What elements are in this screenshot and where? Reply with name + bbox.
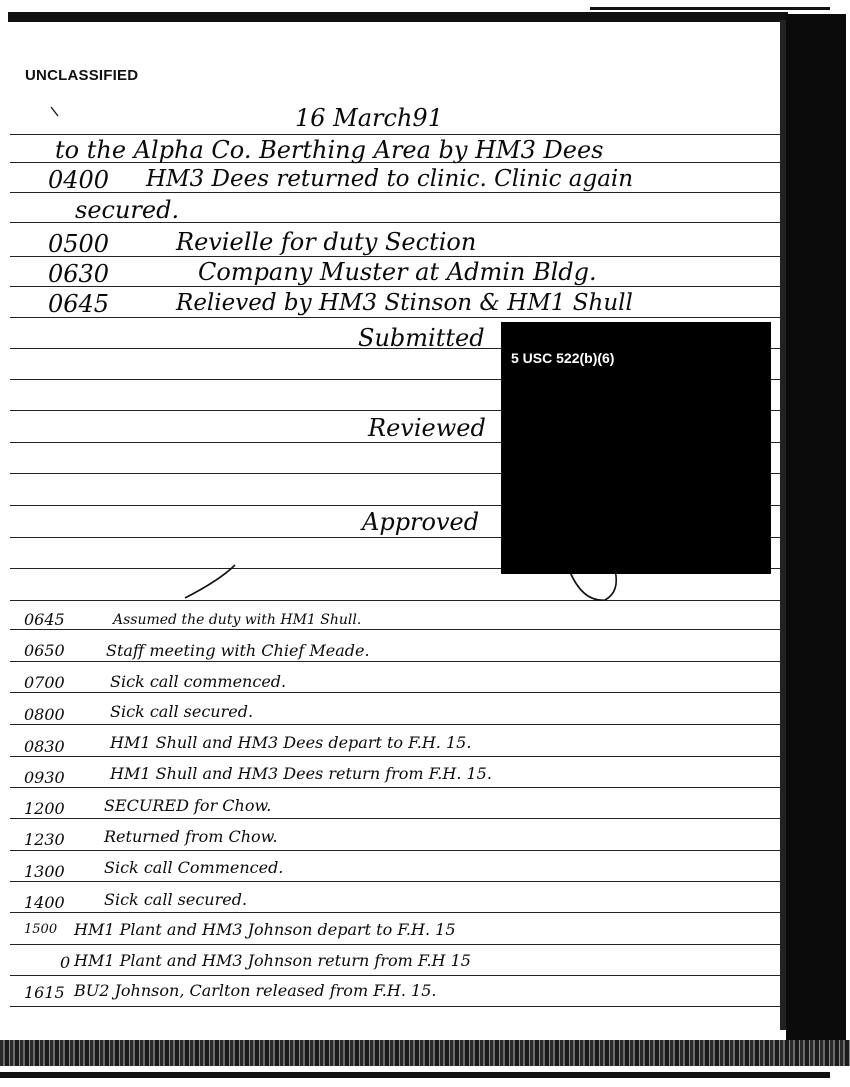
ruled-line <box>10 944 785 945</box>
log-line-time: 0500 <box>48 230 110 258</box>
entry-text: HM1 Plant and HM3 Johnson depart to F.H. 15 <box>74 920 456 939</box>
ruled-line <box>10 912 785 913</box>
ruled-line <box>10 756 785 757</box>
pen-stroke-mark <box>180 560 240 605</box>
entry-time: 0650 <box>24 641 65 660</box>
pen-stroke-mark <box>48 104 62 122</box>
entry-text: SECURED for Chow. <box>104 796 272 815</box>
entry-text: HM1 Shull and HM3 Dees return from F.H. 15. <box>110 764 492 783</box>
entry-time: 1230 <box>24 830 65 849</box>
entry-time: 1500 <box>24 922 58 937</box>
scan-artifact-right-edge <box>786 14 846 1049</box>
log-line-time: 0400 <box>48 166 110 194</box>
ruled-line <box>10 975 785 976</box>
log-line-text: Relieved by HM3 Stinson & HM1 Shull <box>176 290 633 316</box>
ruled-line <box>10 661 785 662</box>
ruled-line <box>10 600 785 601</box>
log-line-text: Company Muster at Admin Bldg. <box>198 258 597 286</box>
redaction-label: 5 USC 522(b)(6) <box>511 350 615 366</box>
log-line-text: HM3 Dees returned to clinic. Clinic again <box>146 166 634 192</box>
reviewed-label: Reviewed <box>368 414 486 442</box>
ruled-line <box>10 192 785 193</box>
entry-time: 1400 <box>24 893 65 912</box>
log-date: 16 March91 <box>295 104 443 132</box>
ruled-line <box>10 881 785 882</box>
scan-artifact-top-thin <box>590 7 830 10</box>
scan-artifact-bottom-line <box>0 1072 830 1078</box>
ruled-line <box>10 256 785 257</box>
redaction-block <box>501 322 771 574</box>
entry-time: 0700 <box>24 673 65 692</box>
ruled-line <box>10 134 785 135</box>
approved-label: Approved <box>362 508 480 536</box>
classification-header: UNCLASSIFIED <box>25 67 139 84</box>
scan-artifact-right-inner <box>780 20 786 1030</box>
submitted-label: Submitted <box>358 324 485 352</box>
ruled-line <box>10 629 785 630</box>
ruled-line <box>10 818 785 819</box>
entry-time: 1300 <box>24 862 65 881</box>
entry-time: 0 <box>60 953 71 972</box>
entry-text: Sick call commenced. <box>110 672 287 691</box>
log-line-text: secured. <box>75 196 180 224</box>
entry-text: Sick call Commenced. <box>104 858 284 877</box>
entry-text: HM1 Plant and HM3 Johnson return from F.H 15 <box>74 951 471 970</box>
ruled-line <box>10 692 785 693</box>
ruled-line <box>10 724 785 725</box>
entry-time: 0930 <box>24 768 65 787</box>
entry-text: Returned from Chow. <box>104 827 278 846</box>
log-line-text: Revielle for duty Section <box>176 228 477 256</box>
scan-artifact-top-bar <box>8 12 788 22</box>
scan-artifact-bottom-edge <box>0 1040 850 1066</box>
entry-text: Sick call secured. <box>104 890 248 909</box>
ruled-line <box>10 850 785 851</box>
entry-text: Assumed the duty with HM1 Shull. <box>113 612 362 628</box>
ruled-line <box>10 1006 785 1007</box>
entry-time: 0830 <box>24 737 65 756</box>
log-line-text: to the Alpha Co. Berthing Area by HM3 Dees <box>55 136 604 164</box>
entry-text: Sick call secured. <box>110 702 254 721</box>
entry-time: 0645 <box>24 610 65 629</box>
entry-time: 1200 <box>24 799 65 818</box>
log-line-time: 0645 <box>48 290 110 318</box>
ruled-line <box>10 286 785 287</box>
entry-text: Staff meeting with Chief Meade. <box>106 641 370 660</box>
ruled-line <box>10 787 785 788</box>
entry-text: HM1 Shull and HM3 Dees depart to F.H. 15. <box>110 733 472 752</box>
ruled-line <box>10 317 785 318</box>
entry-time: 1615 <box>24 983 65 1002</box>
log-line-time: 0630 <box>48 260 110 288</box>
entry-time: 0800 <box>24 705 65 724</box>
entry-text: BU2 Johnson, Carlton released from F.H. 15. <box>74 981 437 1000</box>
